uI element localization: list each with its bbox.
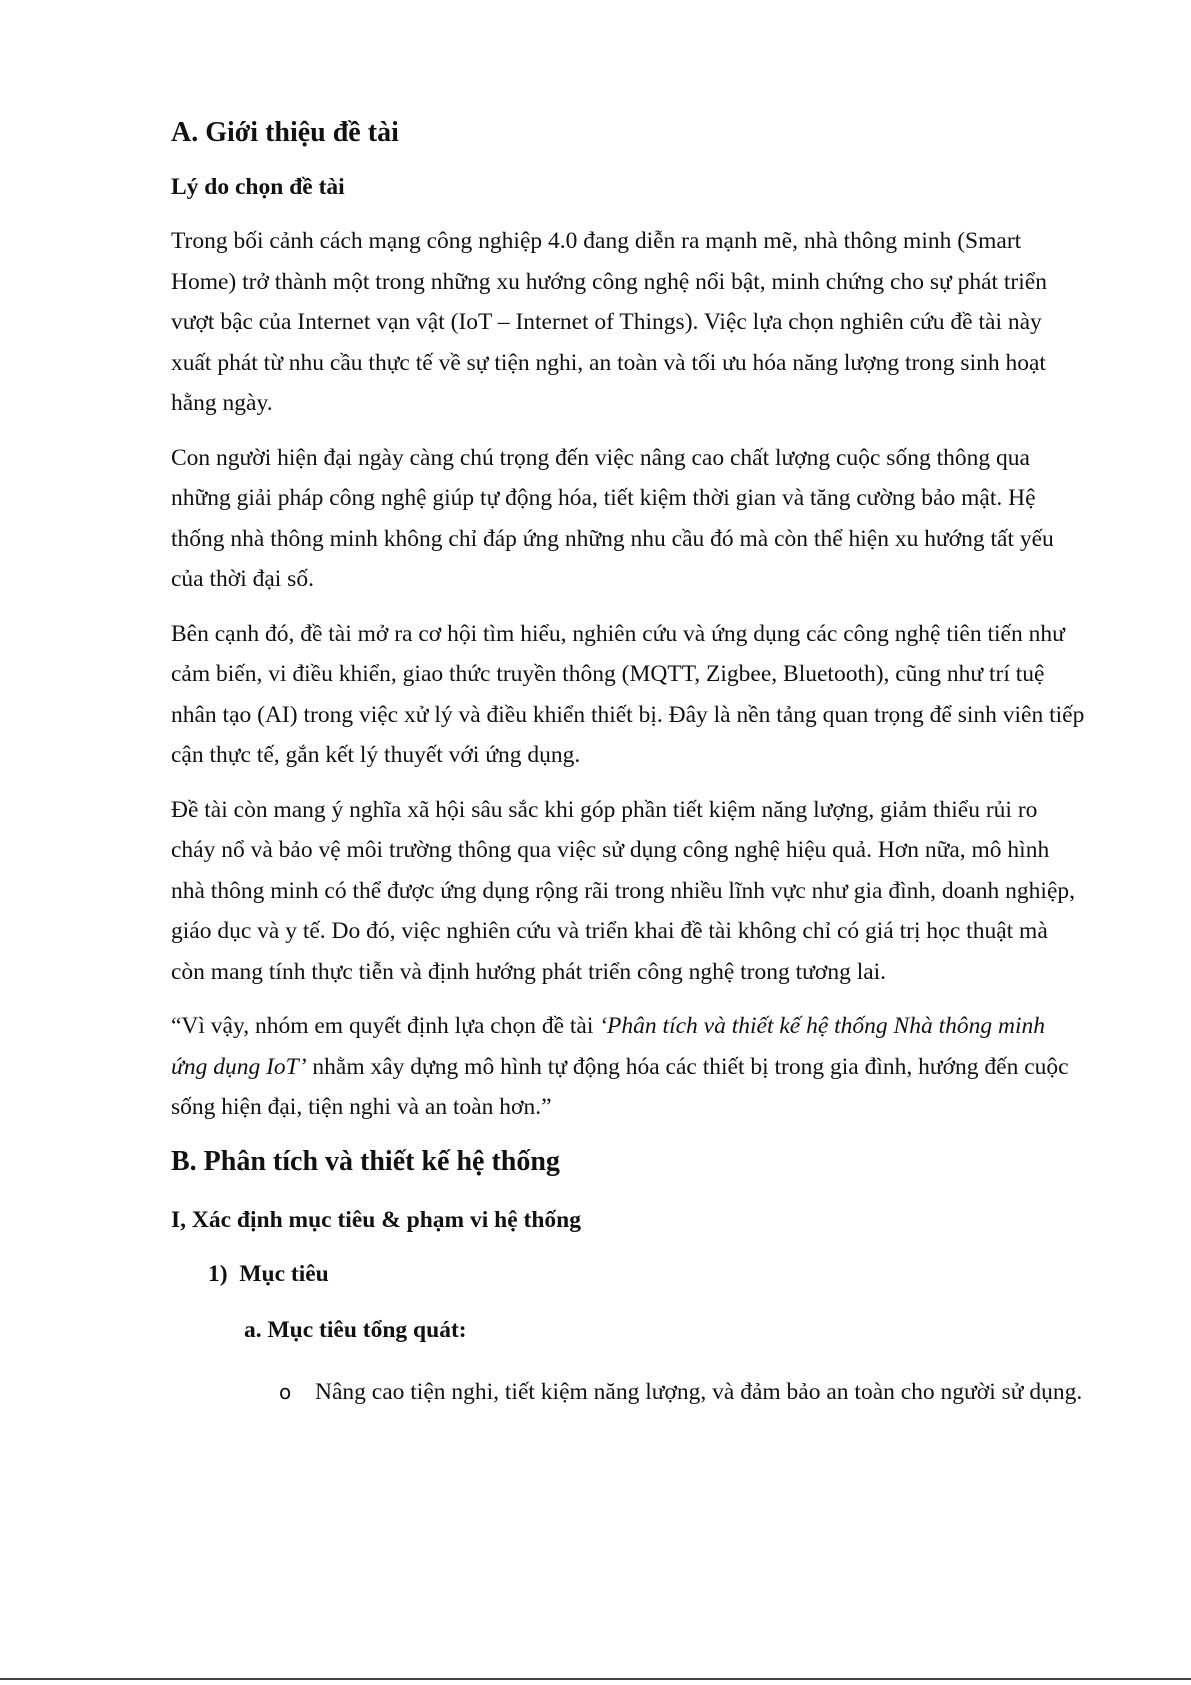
bullet-text: Nâng cao tiện nghi, tiết kiệm năng lượng, và đảm bảo an toàn cho người sử dụng.	[315, 1378, 1083, 1405]
section-a-title: A. Giới thiệu đề tài	[171, 117, 399, 148]
paragraph-3: Bên cạnh đó, đề tài mở ra cơ hội tìm hiểu, nghiên cứu và ứng dụng các công nghệ tiên tiến như cảm biến, vi điều khiển, giao thức truyền thông (MQTT, Zigbee, Bluetooth), cũng như trí tuệ nhân tạo (AI) trong việc xử lý và điều khiển thiết bị. Đây là nền tảng quan trọng để sinh viên tiếp cận thực tế, gắn kết lý thuyết với ứng dụng.	[171, 620, 1085, 768]
paragraph-1: Trong bối cảnh cách mạng công nghiệp 4.0 đang diễn ra mạnh mẽ, nhà thông minh (Smart Home) trở thành một trong những xu hướng công nghệ nổi bật, minh chứng cho sự phát triển vượt bậc của Internet vạn vật (IoT – Internet of Things). Việc lựa chọn nghiên cứu đề tài này xuất phát từ nhu cầu thực tế về sự tiện nghi, an toàn và tối ưu hóa năng lượng trong sinh hoạt hằng ngày.	[171, 228, 1047, 416]
item-number: 1)	[208, 1260, 228, 1287]
project-title-italic: ‘Phân tích và thiết kế hệ thống Nhà thông minh ứng dụng IoT’	[171, 1013, 1045, 1080]
page-bottom-rule	[0, 1678, 1191, 1680]
section-b-subtitle: I, Xác định mục tiêu & phạm vi hệ thống	[171, 1206, 581, 1233]
quote-lead: “Vì vậy, nhóm em quyết định lựa chọn đề tài	[171, 1013, 600, 1039]
conclusion-quote	[171, 1006, 1086, 1128]
page-content	[171, 105, 1086, 1412]
paragraph-2: Con người hiện đại ngày càng chú trọng đến việc nâng cao chất lượng cuộc sống thông qua những giải pháp công nghệ giúp tự động hóa, tiết kiệm thời gian và tăng cường bảo mật. Hệ thống nhà thông minh không chỉ đáp ứng những nhu cầu đó mà còn thể hiện xu hướng tất yếu của thời đại số.	[171, 444, 1054, 592]
quote-tail: nhằm xây dựng mô hình tự động hóa các thiết bị trong gia đình, hướng đến cuộc sống hiện đại, tiện nghi và an toàn hơn.”	[171, 1053, 1069, 1120]
paragraph-4: Đề tài còn mang ý nghĩa xã hội sâu sắc khi góp phần tiết kiệm năng lượng, giảm thiểu rủi ro cháy nổ và bảo vệ môi trường thông qua việc sử dụng công nghệ hiệu quả. Hơn nữa, mô hình nhà thông minh có thể được ứng dụng rộng rãi trong nhiều lĩnh vực như gia đình, doanh nghiệp, giáo dục và y tế. Do đó, việc nghiên cứu và triển khai đề tài không chỉ có giá trị học thuật mà còn mang tính thực tiễn và định hướng phát triển công nghệ trong tương lai.	[171, 796, 1076, 985]
list-item	[171, 1372, 1086, 1413]
section-b-title: B. Phân tích và thiết kế hệ thống	[171, 1145, 560, 1177]
numbered-heading	[171, 1246, 1086, 1302]
item-label: Mục tiêu	[239, 1260, 329, 1287]
hollow-bullet-icon: o	[279, 1379, 292, 1404]
sub-item-heading: a. Mục tiêu tổng quát:	[244, 1316, 467, 1343]
section-a-subtitle: Lý do chọn đề tài	[171, 174, 345, 200]
